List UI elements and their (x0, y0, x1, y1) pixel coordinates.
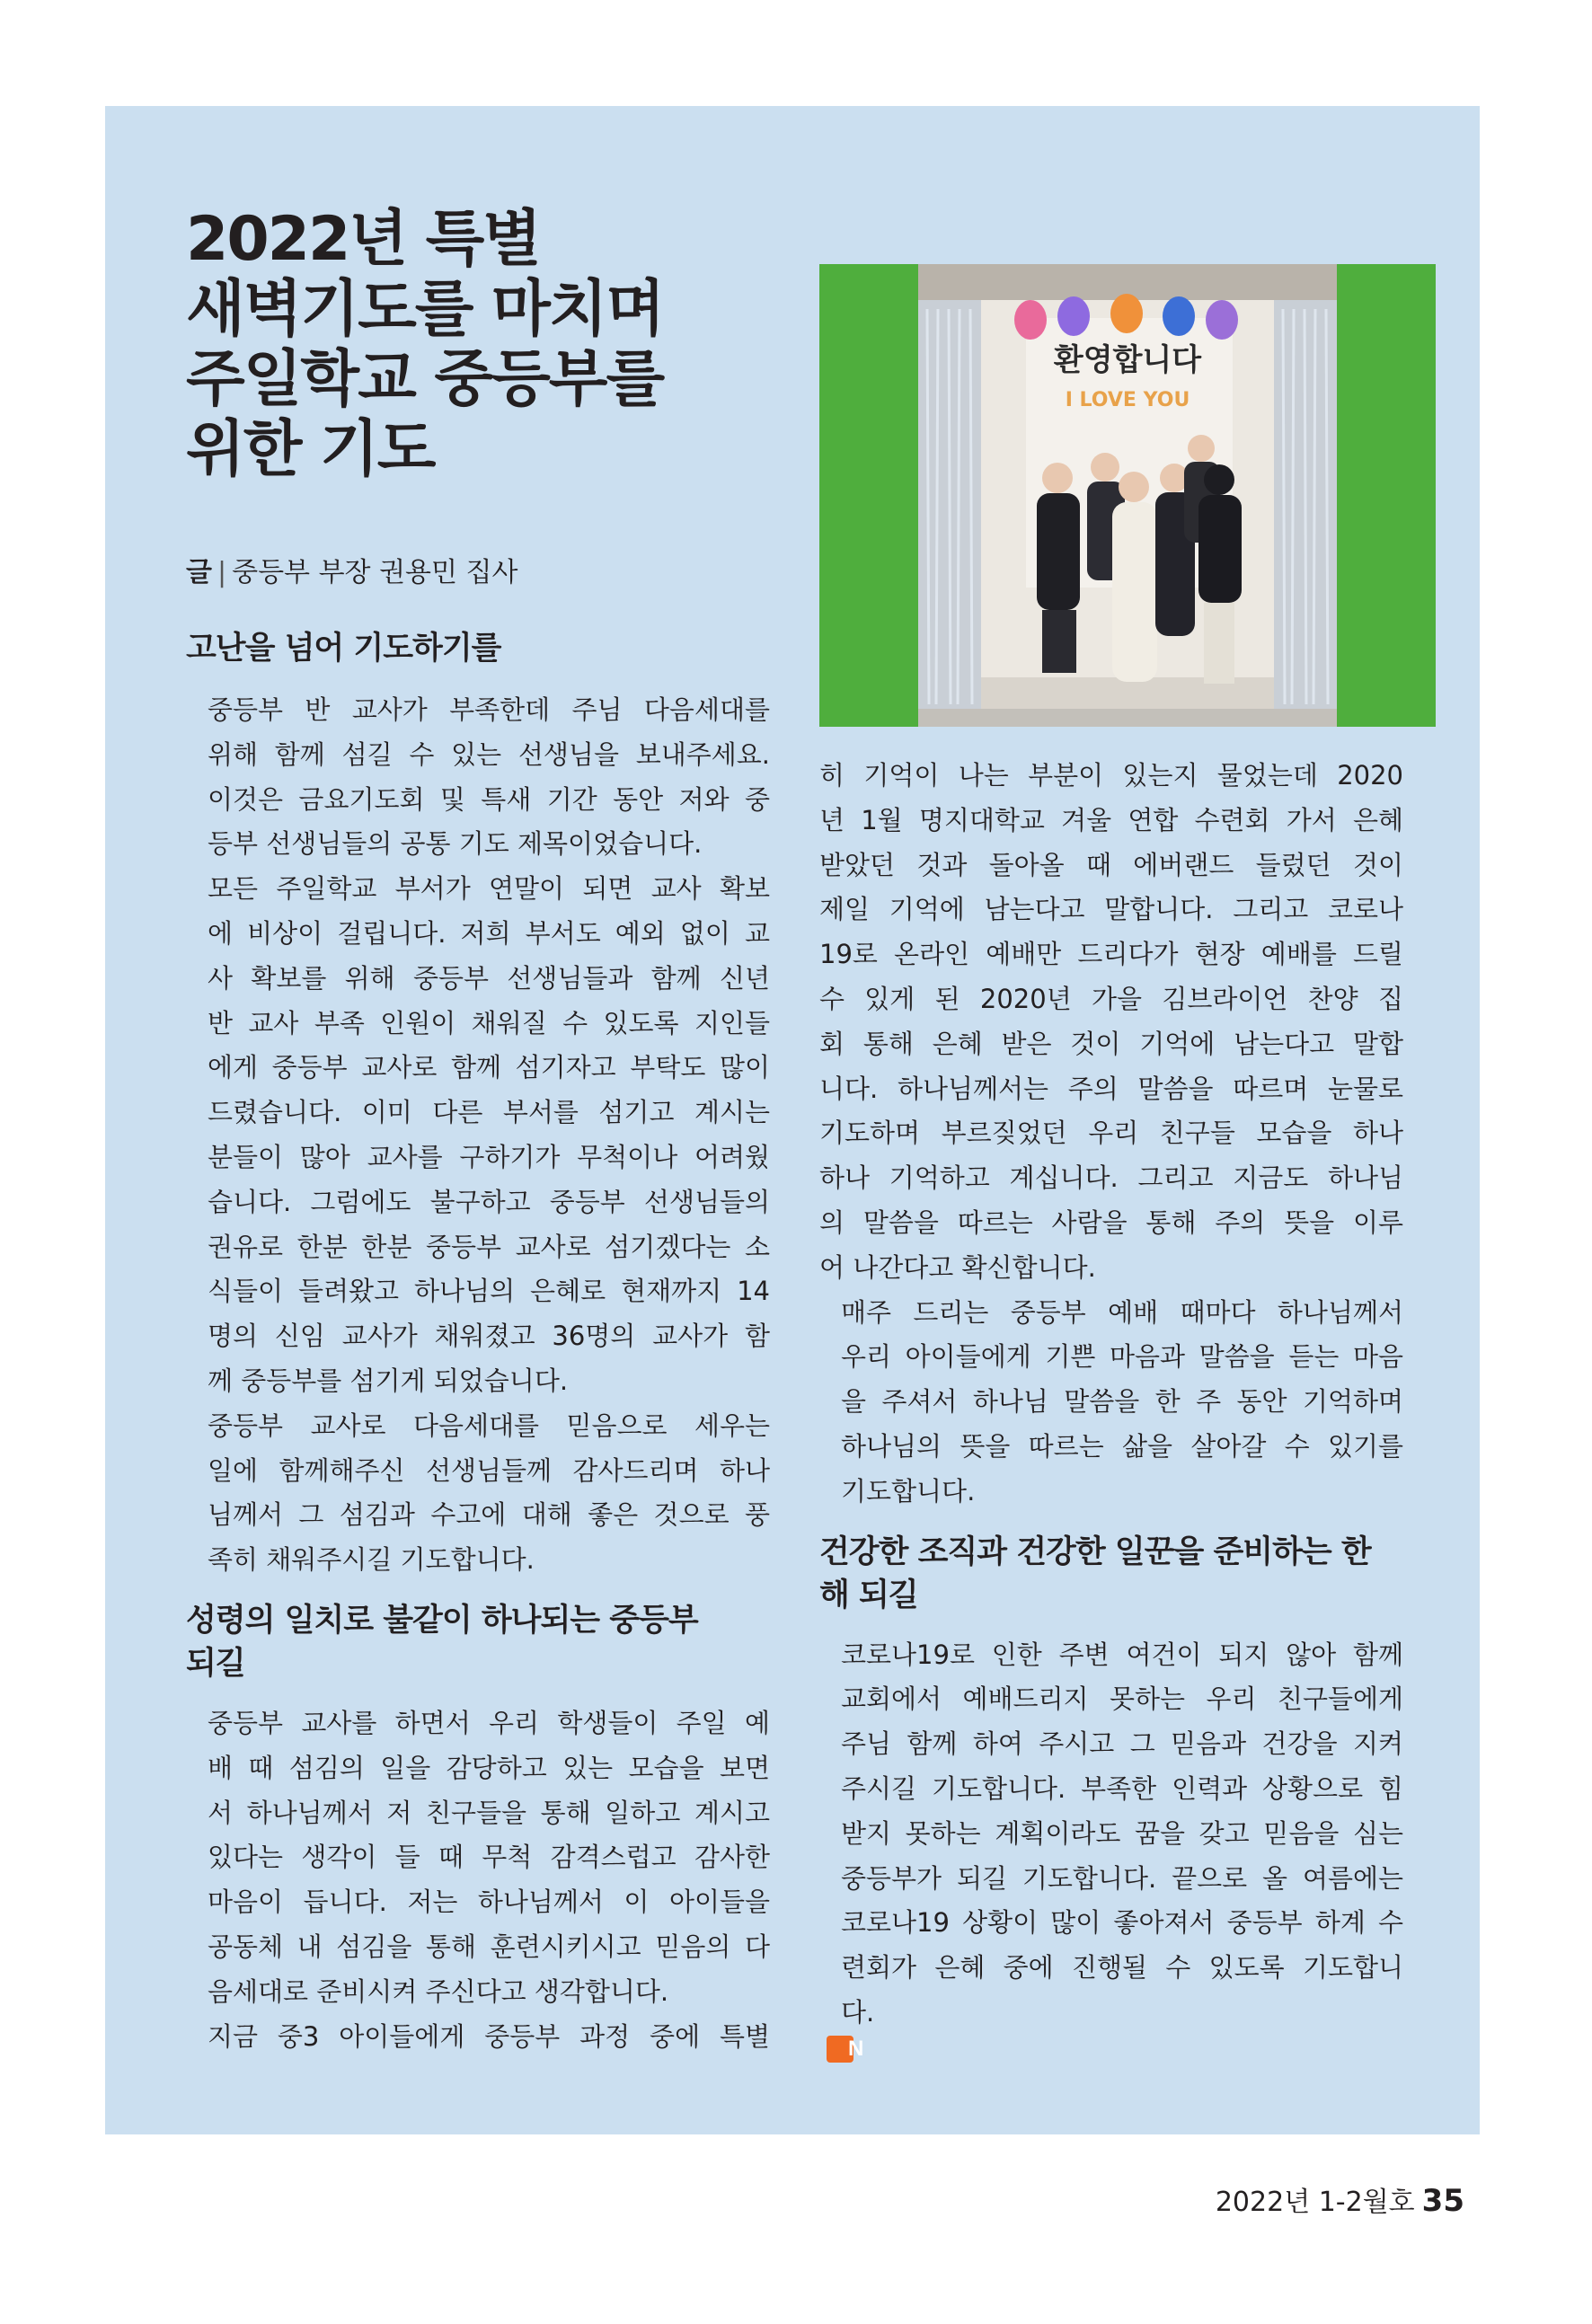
page-footer (1204, 2183, 1464, 2221)
text-line: 드렸습니다. 이미 다른 부서를 섬기고 계시는 (208, 1097, 770, 1128)
text-line: 어 나간다고 확신합니다. (819, 1251, 1096, 1283)
text-line: 주시길 기도합니다. 부족한 인력과 상황으로 힘 (841, 1772, 1403, 1804)
banner-subtext: I LOVE YOU (1065, 389, 1190, 411)
right-wall (1337, 264, 1436, 727)
paragraph (186, 688, 770, 867)
byline-author: 중등부 부장 권용민 집사 (232, 557, 518, 588)
text-line: 하나님의 뜻을 따르는 삶을 살아갈 수 있기를 (841, 1430, 1403, 1462)
text-line: 권유로 한분 한분 중등부 교사로 섬기겠다는 소 (208, 1231, 770, 1262)
text-line (819, 1991, 1403, 2063)
text-line: 을 주셔서 하나님 말씀을 한 주 동안 기억하며 (841, 1386, 1403, 1418)
section-heading: 고난을 넘어 기도하기를 (186, 631, 501, 667)
heading-line: 해 되길 (819, 1577, 918, 1613)
paragraph (819, 1291, 1403, 1515)
text-line: 중등부 반 교사가 부족한데 주님 다음세대를 (208, 694, 770, 725)
text-line: 코로나19로 인한 주변 여건이 되지 않아 함께 (841, 1639, 1403, 1670)
text-line: 이것은 금요기도회 및 특새 기간 동안 저와 중 (208, 783, 770, 815)
text-line: 수 있게 된 2020년 가을 김브라이언 찬양 집 (819, 983, 1403, 1014)
text-line: 식들이 들려왔고 하나님의 은혜로 현재까지 14 (208, 1276, 770, 1307)
end-mark-icon: N (827, 2036, 853, 2063)
text-line: 사 확보를 위해 중등부 선생님들과 함께 신년 (208, 962, 770, 994)
text-line: 분들이 많아 교사를 구하기가 무척이나 어려웠 (208, 1141, 770, 1172)
text-line: 등부 선생님들의 공통 기도 제목이었습니다. (208, 828, 703, 860)
text-line: 우리 아이들에게 기쁜 마음과 말씀을 듣는 마음 (841, 1341, 1403, 1373)
heading-line: 되길 (186, 1645, 245, 1682)
article-photo (819, 264, 1436, 727)
heading-line: 성령의 일치로 불같이 하나되는 중등부 (186, 1602, 698, 1639)
text-line: 제일 기억에 남는다고 말합니다. 그리고 코로나 (819, 894, 1403, 925)
photo-illustration (819, 264, 1436, 727)
text-line: 19로 온라인 예배만 드리다가 현장 예배를 드릴 (819, 939, 1403, 970)
text-line: 에게 중등부 교사로 함께 섬기자고 부탁도 많이 (208, 1052, 770, 1083)
right-column (819, 754, 1403, 2063)
page-number: 35 (1421, 2183, 1464, 2219)
title-line: 위한 기도 (186, 414, 435, 485)
banner-text: 환영합니다 (1053, 342, 1202, 378)
text-line: 중등부가 되길 기도합니다. 끝으로 올 여름에는 (841, 1862, 1403, 1894)
byline-label: 글 (186, 557, 212, 588)
text-line: 의 말씀을 따르는 사람을 통해 주의 뜻을 이루 (819, 1206, 1403, 1238)
text-line: 중등부 교사로 다음세대를 믿음으로 세우는 (208, 1409, 770, 1441)
text-line: 에 비상이 걸립니다. 저희 부서도 예외 없이 교 (208, 917, 770, 949)
text-line: 일에 함께해주신 선생님들께 감사드리며 하나 (208, 1454, 770, 1486)
text-line: 있다는 생각이 들 때 무척 감격스럽고 감사한 (208, 1842, 770, 1873)
section-heading (819, 1531, 1403, 1617)
paragraph (186, 1404, 770, 1583)
paragraph (819, 1633, 1403, 2063)
text-line: 명의 신임 교사가 채워졌고 36명의 교사가 함 (208, 1321, 770, 1352)
text-line: 서 하나님께서 저 친구들을 통해 일하고 계시고 (208, 1797, 770, 1828)
title-line: 새벽기도를 마치며 (186, 274, 664, 345)
text-line: 기도하며 부르짖었던 우리 친구들 모습을 하나 (819, 1118, 1403, 1149)
title-line: 주일학교 중등부를 (186, 344, 664, 415)
text-line: 님께서 그 섬김과 수고에 대해 좋은 것으로 풍 (208, 1499, 770, 1531)
article-title (186, 205, 815, 485)
heading-line: 건강한 조직과 건강한 일꾼을 준비하는 한 (819, 1533, 1371, 1570)
text-line: 기도합니다. (841, 1475, 976, 1507)
text-line: 음세대로 준비시켜 주신다고 생각합니다. (208, 1975, 669, 2007)
text-line: 마음이 듭니다. 저는 하나님께서 이 아이들을 (208, 1887, 770, 1918)
text-line: 년 1월 명지대학교 겨울 연합 수련회 가서 은혜 (819, 804, 1403, 835)
text-line: 지금 중3 아이들에게 중등부 과정 중에 특별 (208, 2020, 770, 2052)
left-wall (819, 264, 918, 727)
text-line: 받았던 것과 돌아올 때 에버랜드 들렀던 것이 (819, 849, 1403, 880)
text-line: 반 교사 부족 인원이 채워질 수 있도록 지인들 (208, 1007, 770, 1038)
text-line: 련회가 은혜 중에 진행될 수 있도록 기도합니 (841, 1952, 1403, 1984)
text-line: 족히 채워주시길 기도합니다. (208, 1544, 535, 1576)
text-line: 습니다. 그럼에도 불구하고 중등부 선생님들의 (208, 1186, 770, 1217)
text-line-end: 다. (841, 1996, 875, 2028)
byline (186, 555, 518, 591)
paragraph-continued (819, 754, 1403, 1291)
left-column (186, 627, 770, 2059)
text-line: 모든 주일학교 부서가 연말이 되면 교사 확보 (208, 873, 770, 905)
text-line: 위해 함께 섬길 수 있는 선생님을 보내주세요. (208, 738, 770, 770)
section-heading (186, 1599, 770, 1685)
text-line: 교회에서 예배드리지 못하는 우리 친구들에게 (841, 1683, 1403, 1715)
title-line: 2022년 특별 (186, 204, 540, 275)
text-line: 받지 못하는 계획이라도 꿈을 갖고 믿음을 심는 (841, 1817, 1403, 1849)
issue-label: 2022년 1-2월호 (1215, 2187, 1415, 2218)
text-line: 코로나19 상황이 많이 좋아져서 중등부 하계 수 (841, 1907, 1403, 1939)
text-line: 공동체 내 섬김을 통해 훈련시키시고 믿음의 다 (208, 1931, 770, 1962)
paragraph (186, 2015, 770, 2060)
text-line: 배 때 섬김의 일을 감당하고 있는 모습을 보면 (208, 1752, 770, 1783)
text-line: 중등부 교사를 하면서 우리 학생들이 주일 예 (208, 1707, 770, 1738)
byline-separator: | (217, 557, 227, 588)
text-line: 주님 함께 하여 주시고 그 믿음과 건강을 지켜 (841, 1728, 1403, 1760)
text-line: 니다. 하나님께서는 주의 말씀을 따르며 눈물로 (819, 1073, 1403, 1104)
paragraph (186, 1701, 770, 2015)
text-line: 히 기억이 나는 부분이 있는지 물었는데 2020 (819, 760, 1403, 791)
text-line: 회 통해 은혜 받은 것이 기억에 남는다고 말합 (819, 1028, 1403, 1059)
text-line: 매주 드리는 중등부 예배 때마다 하나님께서 (841, 1296, 1403, 1328)
text-line: 하나 기억하고 계십니다. 그리고 지금도 하나님 (819, 1162, 1403, 1194)
text-line: 께 중등부를 섬기게 되었습니다. (208, 1365, 569, 1396)
paragraph (186, 867, 770, 1404)
